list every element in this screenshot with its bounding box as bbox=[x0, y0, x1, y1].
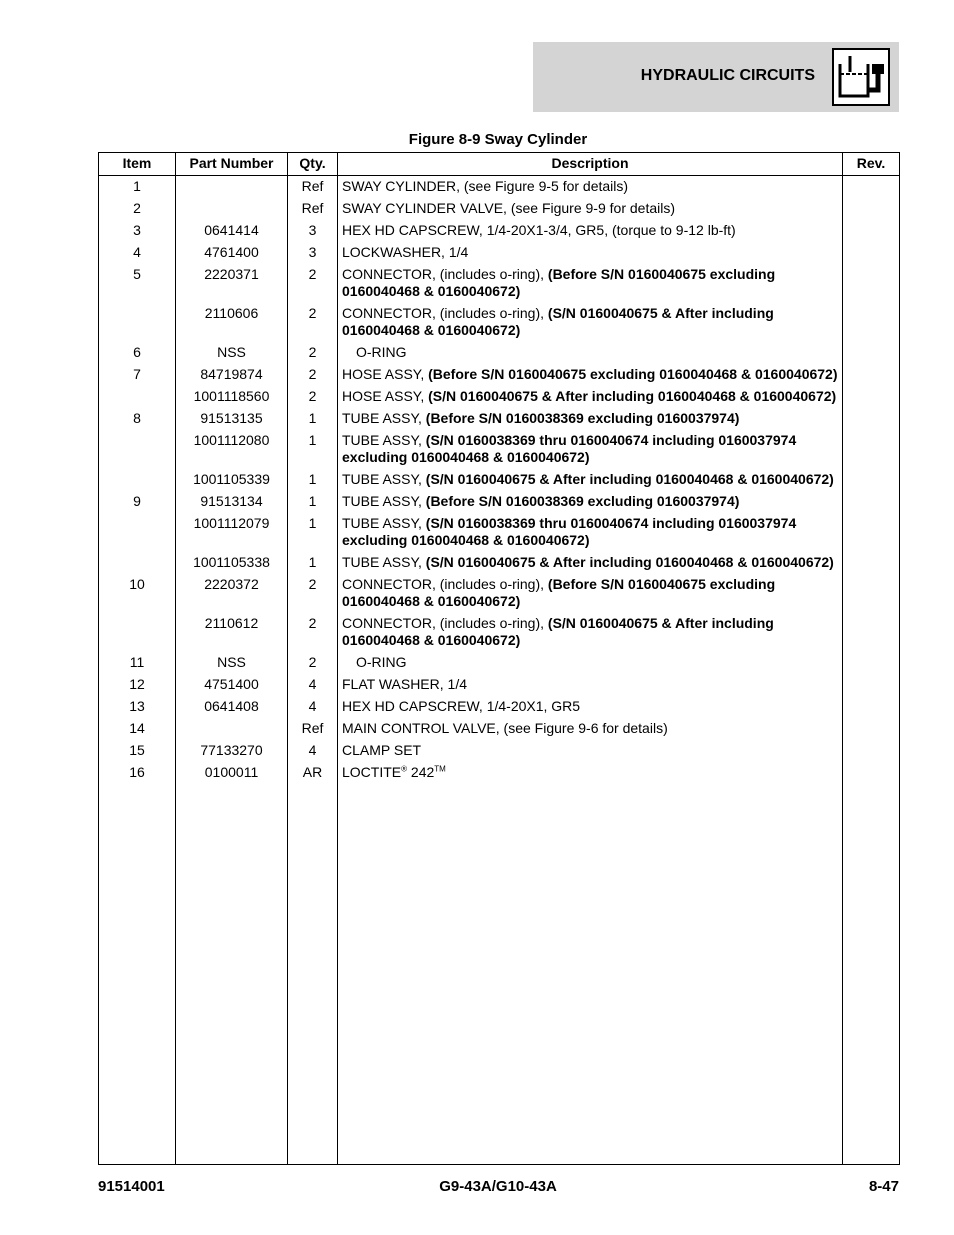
table-row bbox=[99, 469, 900, 491]
part-number: 91513134 bbox=[176, 491, 288, 513]
serial-range: (Before S/N 0160038369 excluding 0160037974) bbox=[425, 410, 740, 426]
item-number: 16 bbox=[99, 762, 176, 784]
section-header bbox=[533, 42, 899, 112]
quantity: 1 bbox=[288, 408, 338, 430]
description bbox=[338, 513, 843, 552]
serial-range: (Before S/N 0160040675 excluding 0160040468 & 0160040672) bbox=[342, 266, 776, 299]
description-text: TUBE ASSY, bbox=[342, 493, 426, 509]
item-number: 12 bbox=[99, 674, 176, 696]
item-number bbox=[99, 552, 176, 574]
trademark-mark: TM bbox=[434, 764, 446, 774]
revision bbox=[843, 674, 900, 696]
revision bbox=[843, 491, 900, 513]
description bbox=[338, 740, 843, 762]
hydraulic-reservoir-icon bbox=[832, 48, 890, 106]
revision bbox=[843, 198, 900, 220]
item-number: 9 bbox=[99, 491, 176, 513]
description bbox=[338, 176, 843, 199]
serial-range: (S/N 0160040675 & After including 0160040468 & 0160040672) bbox=[425, 471, 834, 487]
description-text: SWAY CYLINDER VALVE, (see Figure 9-9 for details) bbox=[342, 200, 676, 216]
item-number: 4 bbox=[99, 242, 176, 264]
table-row bbox=[99, 491, 900, 513]
part-number: 1001118560 bbox=[176, 386, 288, 408]
part-number: 2110606 bbox=[176, 303, 288, 342]
item-number bbox=[99, 303, 176, 342]
section-title: HYDRAULIC CIRCUITS bbox=[640, 67, 815, 84]
quantity: 1 bbox=[288, 469, 338, 491]
description bbox=[338, 198, 843, 220]
description-text: CONNECTOR, (includes o-ring), bbox=[342, 615, 548, 631]
serial-range: (S/N 0160038369 thru 0160040674 including 0160037974 excluding 0160040468 & 0160040672) bbox=[342, 432, 797, 465]
item-number: 15 bbox=[99, 740, 176, 762]
revision bbox=[843, 574, 900, 613]
part-number: 0641408 bbox=[176, 696, 288, 718]
description bbox=[338, 364, 843, 386]
revision bbox=[843, 342, 900, 364]
description-text: HEX HD CAPSCREW, 1/4-20X1-3/4, GR5, (torque to 9-12 lb-ft) bbox=[342, 222, 736, 238]
quantity: Ref bbox=[288, 198, 338, 220]
revision bbox=[843, 718, 900, 740]
part-number: 1001105338 bbox=[176, 552, 288, 574]
quantity: 2 bbox=[288, 303, 338, 342]
description-text: CONNECTOR, (includes o-ring), bbox=[342, 576, 548, 592]
column-header-rev: Rev. bbox=[843, 153, 900, 176]
item-number: 11 bbox=[99, 652, 176, 674]
description bbox=[338, 242, 843, 264]
part-number: 1001112079 bbox=[176, 513, 288, 552]
item-number: 5 bbox=[99, 264, 176, 303]
column-header-description: Description bbox=[338, 153, 843, 176]
table-row bbox=[99, 430, 900, 469]
serial-range: (S/N 0160040675 & After including 0160040468 & 0160040672) bbox=[342, 305, 774, 338]
revision bbox=[843, 469, 900, 491]
revision bbox=[843, 220, 900, 242]
revision bbox=[843, 303, 900, 342]
serial-range: (S/N 0160040675 & After including 0160040468 & 0160040672) bbox=[425, 554, 834, 570]
description-text: LOCKWASHER, 1/4 bbox=[342, 244, 469, 260]
serial-range: (Before S/N 0160040675 excluding 0160040468 & 0160040672) bbox=[342, 576, 776, 609]
item-number: 8 bbox=[99, 408, 176, 430]
item-number: 3 bbox=[99, 220, 176, 242]
description bbox=[338, 574, 843, 613]
quantity: 2 bbox=[288, 613, 338, 652]
description-text: TUBE ASSY, bbox=[342, 410, 426, 426]
description-text: LOCTITE bbox=[342, 764, 402, 780]
revision bbox=[843, 264, 900, 303]
serial-range: (S/N 0160040675 & After including 0160040468 & 0160040672) bbox=[428, 388, 837, 404]
column-header-part-number: Part Number bbox=[176, 153, 288, 176]
description-text: TUBE ASSY, bbox=[342, 515, 426, 531]
table-row bbox=[99, 408, 900, 430]
serial-range: (S/N 0160040675 & After including 0160040468 & 0160040672) bbox=[342, 615, 774, 648]
table-row bbox=[99, 674, 900, 696]
item-number bbox=[99, 513, 176, 552]
part-number: 91513135 bbox=[176, 408, 288, 430]
item-number: 6 bbox=[99, 342, 176, 364]
quantity: 2 bbox=[288, 264, 338, 303]
table-row bbox=[99, 386, 900, 408]
table-row bbox=[99, 176, 900, 199]
quantity: 3 bbox=[288, 242, 338, 264]
quantity: 1 bbox=[288, 552, 338, 574]
part-number: 84719874 bbox=[176, 364, 288, 386]
description-text: FLAT WASHER, 1/4 bbox=[342, 676, 467, 692]
revision bbox=[843, 762, 900, 784]
part-number: 4751400 bbox=[176, 674, 288, 696]
revision bbox=[843, 652, 900, 674]
part-number: 77133270 bbox=[176, 740, 288, 762]
item-number bbox=[99, 430, 176, 469]
parts-table bbox=[98, 152, 900, 1165]
empty-cell bbox=[176, 784, 288, 1165]
table-row bbox=[99, 652, 900, 674]
table-row bbox=[99, 574, 900, 613]
revision bbox=[843, 364, 900, 386]
revision bbox=[843, 176, 900, 199]
description-text: SWAY CYLINDER, (see Figure 9-5 for details) bbox=[342, 178, 629, 194]
part-number: 0100011 bbox=[176, 762, 288, 784]
item-number: 10 bbox=[99, 574, 176, 613]
column-header-item: Item bbox=[99, 153, 176, 176]
description-text: CONNECTOR, (includes o-ring), bbox=[342, 305, 548, 321]
empty-cell bbox=[99, 784, 176, 1165]
description bbox=[338, 718, 843, 740]
page-number: 8-47 bbox=[868, 1178, 899, 1195]
part-number: 0641414 bbox=[176, 220, 288, 242]
revision bbox=[843, 386, 900, 408]
table-filler-row bbox=[99, 784, 900, 1165]
part-number: 2220372 bbox=[176, 574, 288, 613]
quantity: 3 bbox=[288, 220, 338, 242]
description bbox=[338, 430, 843, 469]
revision bbox=[843, 740, 900, 762]
quantity: Ref bbox=[288, 176, 338, 199]
quantity: 2 bbox=[288, 342, 338, 364]
table-row bbox=[99, 762, 900, 784]
description bbox=[338, 652, 843, 674]
table-row bbox=[99, 198, 900, 220]
item-number: 2 bbox=[99, 198, 176, 220]
part-number: NSS bbox=[176, 342, 288, 364]
part-number: 2220371 bbox=[176, 264, 288, 303]
description bbox=[338, 762, 843, 784]
description-text: CONNECTOR, (includes o-ring), bbox=[342, 266, 548, 282]
description bbox=[338, 674, 843, 696]
quantity: 4 bbox=[288, 696, 338, 718]
table-row bbox=[99, 718, 900, 740]
revision bbox=[843, 613, 900, 652]
item-number: 13 bbox=[99, 696, 176, 718]
part-number: 2110612 bbox=[176, 613, 288, 652]
description-text: O-RING bbox=[356, 654, 407, 670]
revision bbox=[843, 242, 900, 264]
description bbox=[338, 220, 843, 242]
description bbox=[338, 613, 843, 652]
part-number bbox=[176, 718, 288, 740]
table-row bbox=[99, 513, 900, 552]
description bbox=[338, 552, 843, 574]
part-number: 1001112080 bbox=[176, 430, 288, 469]
quantity: 2 bbox=[288, 364, 338, 386]
item-number bbox=[99, 386, 176, 408]
description-suffix: 242 bbox=[407, 764, 435, 780]
table-row bbox=[99, 613, 900, 652]
quantity: 1 bbox=[288, 430, 338, 469]
model-number: G9-43A/G10-43A bbox=[439, 1178, 557, 1195]
registered-mark: ® bbox=[401, 764, 408, 774]
quantity: 2 bbox=[288, 574, 338, 613]
description bbox=[338, 696, 843, 718]
description-text: TUBE ASSY, bbox=[342, 471, 426, 487]
doc-number: 91514001 bbox=[98, 1178, 165, 1195]
quantity: AR bbox=[288, 762, 338, 784]
item-number: 14 bbox=[99, 718, 176, 740]
description-text: CLAMP SET bbox=[342, 742, 422, 758]
table-row bbox=[99, 342, 900, 364]
quantity: 1 bbox=[288, 513, 338, 552]
revision bbox=[843, 513, 900, 552]
part-number bbox=[176, 176, 288, 199]
quantity: 2 bbox=[288, 652, 338, 674]
description bbox=[338, 303, 843, 342]
quantity: Ref bbox=[288, 718, 338, 740]
table-row bbox=[99, 364, 900, 386]
serial-range: (Before S/N 0160040675 excluding 0160040468 & 0160040672) bbox=[428, 366, 838, 382]
description bbox=[338, 386, 843, 408]
description-text: HEX HD CAPSCREW, 1/4-20X1, GR5 bbox=[342, 698, 581, 714]
description-text: TUBE ASSY, bbox=[342, 432, 426, 448]
revision bbox=[843, 430, 900, 469]
description-text: O-RING bbox=[356, 344, 407, 360]
serial-range: (Before S/N 0160038369 excluding 0160037974) bbox=[425, 493, 740, 509]
column-header-qty: Qty. bbox=[288, 153, 338, 176]
item-number bbox=[99, 613, 176, 652]
description bbox=[338, 491, 843, 513]
table-row bbox=[99, 740, 900, 762]
description bbox=[338, 264, 843, 303]
item-number bbox=[99, 469, 176, 491]
empty-cell bbox=[338, 784, 843, 1165]
item-number: 7 bbox=[99, 364, 176, 386]
table-row bbox=[99, 696, 900, 718]
quantity: 4 bbox=[288, 674, 338, 696]
description-text: HOSE ASSY, bbox=[342, 366, 429, 382]
quantity: 4 bbox=[288, 740, 338, 762]
serial-range: (S/N 0160038369 thru 0160040674 including 0160037974 excluding 0160040468 & 0160040672) bbox=[342, 515, 797, 548]
table-header-row bbox=[99, 153, 900, 176]
part-number: 4761400 bbox=[176, 242, 288, 264]
part-number bbox=[176, 198, 288, 220]
quantity: 2 bbox=[288, 386, 338, 408]
revision bbox=[843, 696, 900, 718]
description-text: MAIN CONTROL VALVE, (see Figure 9-6 for details) bbox=[342, 720, 668, 736]
part-number: 1001105339 bbox=[176, 469, 288, 491]
quantity: 1 bbox=[288, 491, 338, 513]
item-number: 1 bbox=[99, 176, 176, 199]
part-number: NSS bbox=[176, 652, 288, 674]
description bbox=[338, 469, 843, 491]
description bbox=[338, 342, 843, 364]
description-text: HOSE ASSY, bbox=[342, 388, 429, 404]
table-row bbox=[99, 242, 900, 264]
empty-cell bbox=[843, 784, 900, 1165]
table-row bbox=[99, 220, 900, 242]
revision bbox=[843, 552, 900, 574]
figure-title: Figure 8-9 Sway Cylinder bbox=[408, 131, 588, 148]
table-row bbox=[99, 303, 900, 342]
revision bbox=[843, 408, 900, 430]
description-text: TUBE ASSY, bbox=[342, 554, 426, 570]
description bbox=[338, 408, 843, 430]
empty-cell bbox=[288, 784, 338, 1165]
table-row bbox=[99, 552, 900, 574]
table-row bbox=[99, 264, 900, 303]
